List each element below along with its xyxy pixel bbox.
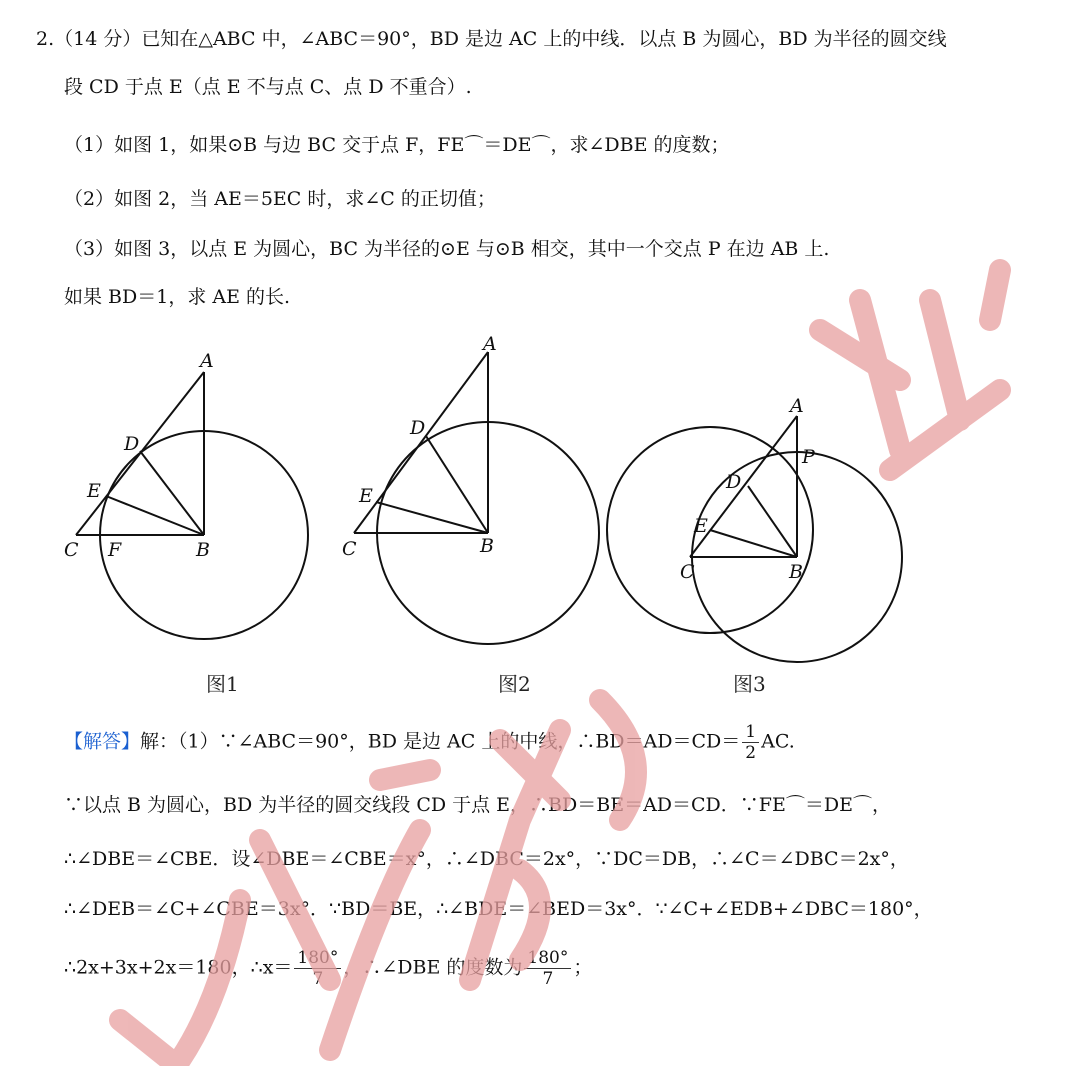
problem-title-continued: 段 CD 于点 E（点 E 不与点 C、点 D 不重合）. (64, 76, 472, 98)
solution-line-3: ∴∠DBE＝∠CBE．设∠DBE＝∠CBE＝x°，∴∠DBC＝2x°，∵DC＝DB，∴∠C＝∠DBC＝2x°， (64, 848, 909, 870)
solution-line-5-mid: ，∴∠DBE 的度数为 (343, 956, 523, 979)
figure-3-caption: 图3 (733, 672, 766, 696)
solution-line-2: ∵以点 B 为圆心，BD 为半径的圆交线段 CD 于点 E，∴BD＝BE＝AD＝CD．∵FE⌒＝DE⌒， (64, 794, 891, 816)
fraction-numerator: 1 (742, 722, 759, 743)
problem-part-3: （3）如图 3，以点 E 为圆心，BC 为半径的⊙E 与⊙B 相交，其中一个交点 P 在边 AB 上. (64, 238, 830, 260)
fig3-label-d: D (726, 471, 742, 493)
fig3-label-a: A (790, 395, 804, 417)
fraction-x-value (294, 948, 341, 989)
figure-2-drawing (354, 352, 599, 644)
fig2-label-e: E (359, 485, 373, 507)
problem-part-1: （1）如图 1，如果⊙B 与边 BC 交于点 F，FE⌒＝DE⌒，求∠DBE 的度数； (64, 134, 730, 156)
solution-tag: 【解答】 (64, 730, 141, 753)
fig2-label-a: A (483, 333, 497, 355)
fig2-label-c: C (342, 538, 357, 560)
fig1-label-e: E (87, 480, 101, 502)
solution-line-5-prefix: ∴2x+3x+2x＝180，∴x＝ (64, 956, 293, 979)
solution-line-1-prefix: 解：（1）∵∠ABC＝90°，BD 是边 AC 上的中线，∴BD＝AD＝CD＝ (140, 730, 741, 753)
fig1-label-a: A (200, 350, 214, 372)
problem-part-2: （2）如图 2，当 AE＝5EC 时，求∠C 的正切值； (64, 188, 496, 210)
fraction-half (742, 722, 759, 763)
figure-1-drawing (76, 372, 308, 639)
figure-2-caption: 图2 (498, 672, 531, 696)
fig2-label-d: D (410, 417, 426, 439)
fig3-label-b: B (789, 561, 803, 583)
fraction-denominator: 2 (745, 743, 757, 763)
fraction-numerator: 180° (524, 948, 571, 969)
fig1-label-f: F (108, 539, 122, 561)
fig3-label-c: C (680, 561, 695, 583)
fig1-label-d: D (124, 433, 140, 455)
solution-line-1 (64, 722, 795, 763)
fraction-denominator: 7 (542, 969, 554, 989)
fig3-label-p: P (802, 446, 815, 468)
solution-line-5-suffix: ； (573, 956, 593, 979)
solution-line-4: ∴∠DEB＝∠C+∠CBE＝3x°．∵BD＝BE，∴∠BDE＝∠BED＝3x°．∵∠C+∠EDB+∠DBC＝180°， (64, 898, 933, 920)
figure-1-caption: 图1 (206, 672, 239, 696)
problem-title: 2.（14 分）已知在△ABC 中，∠ABC＝90°，BD 是边 AC 上的中线．以点 B 为圆心，BD 为半径的圆交线 (36, 28, 947, 50)
fig3-label-e: E (694, 515, 708, 537)
fig2-label-b: B (480, 535, 494, 557)
fig1-label-c: C (64, 539, 79, 561)
watermark-stroke (120, 1020, 170, 1060)
solution-line-5 (64, 948, 592, 989)
fraction-dbe-value (524, 948, 571, 989)
fraction-denominator: 7 (312, 969, 324, 989)
watermark-stroke (380, 770, 430, 780)
fig1-label-b: B (196, 539, 210, 561)
solution-line-1-suffix: AC. (761, 730, 795, 753)
figure-3-drawing (607, 416, 902, 662)
fraction-numerator: 180° (294, 948, 341, 969)
problem-part-3-continued: 如果 BD＝1，求 AE 的长. (64, 286, 291, 308)
